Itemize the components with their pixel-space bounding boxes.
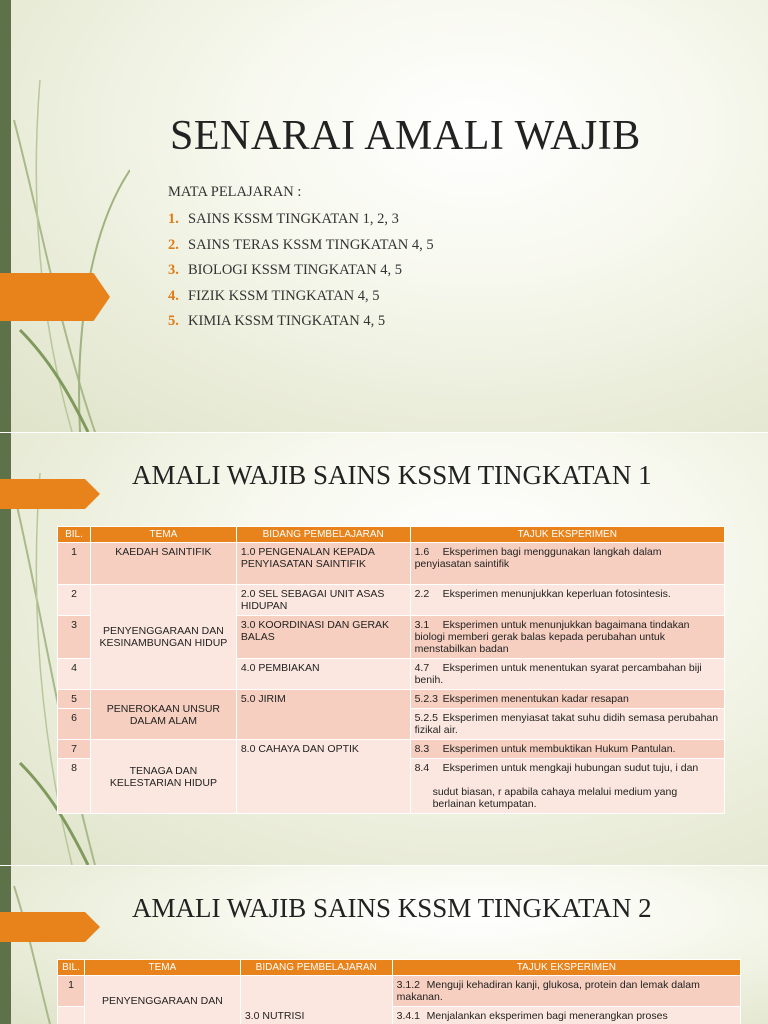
tajuk-text: Eksperimen menentukan kadar resapan	[442, 693, 629, 705]
table-header-row	[58, 960, 741, 976]
orange-arrow-marker	[0, 479, 100, 509]
tajuk-number: 3.4.1	[396, 1010, 421, 1022]
col-header-tajuk: TAJUK EKSPERIMEN	[410, 527, 724, 543]
cell-bidang: 1.0 PENGENALAN KEPADA PENYIASATAN SAINTIFIK	[236, 543, 410, 585]
cell-tajuk	[392, 1007, 740, 1024]
subject-label: KIMIA KSSM TINGKATAN 4, 5	[188, 313, 386, 329]
subject-number: 1.	[168, 211, 179, 227]
cell-bidang: 2.0 SEL SEBAGAI UNIT ASAS HIDUPAN	[236, 585, 410, 616]
slide-title: AMALI WAJIB SAINS KSSM TINGKATAN 1	[132, 460, 652, 490]
cell-tema: PENEROKAAN UNSUR DALAM ALAM	[90, 690, 236, 740]
grass-decoration	[0, 0, 130, 432]
tajuk-number: 5.2.3	[414, 693, 438, 705]
cell-bil: 7	[58, 740, 91, 759]
cell-bil: 3	[58, 616, 91, 659]
cell-tema: PENYENGGARAAN DAN	[84, 976, 240, 1024]
table-row	[58, 740, 725, 759]
slide-1	[0, 0, 768, 432]
cell-bidang: 3.0 NUTRISI	[240, 976, 392, 1024]
cell-tajuk	[410, 543, 724, 585]
subject-item	[168, 284, 434, 310]
tajuk-number: 8.4	[414, 762, 430, 774]
tajuk-number: 1.6	[414, 546, 430, 558]
subject-label: SAINS KSSM TINGKATAN 1, 2, 3	[188, 211, 399, 227]
col-header-bidang: BIDANG PEMBELAJARAN	[236, 527, 410, 543]
subject-number: 4.	[168, 287, 179, 304]
subject-item	[168, 258, 434, 284]
col-header-tajuk: TAJUK EKSPERIMEN	[392, 960, 740, 976]
cell-bil: 1	[58, 543, 91, 585]
slide-2	[0, 433, 768, 865]
tajuk-text-continued: sudut biasan, r apabila cahaya melalui medium yang berlainan ketumpatan.	[432, 786, 678, 810]
tajuk-number: 4.7	[414, 662, 430, 674]
subject-item	[168, 309, 434, 335]
cell-bil: 5	[58, 690, 91, 709]
subject-label: SAINS TERAS KSSM TINGKATAN 4, 5	[188, 236, 434, 253]
subject-number: 5.	[168, 313, 179, 329]
cell-bidang: 5.0 JIRIM	[236, 690, 410, 740]
table-row	[58, 976, 741, 1007]
page-title: SENARAI AMALI WAJIB	[170, 113, 641, 159]
tajuk-text: Menguji kehadiran kanji, glukosa, protein dan lemak dalam makanan.	[396, 979, 700, 1003]
tajuk-text: Eksperimen menyiasat takat suhu didih semasa perubahan fizikal air.	[414, 712, 719, 736]
col-header-tema: TEMA	[84, 960, 240, 976]
tajuk-number: 8.3	[414, 743, 430, 755]
cell-bil	[58, 1007, 85, 1024]
cell-tajuk	[392, 976, 740, 1007]
cell-tajuk	[410, 616, 724, 659]
cell-tajuk	[410, 709, 724, 740]
slide-3	[0, 866, 768, 1024]
cell-bil: 8	[58, 759, 91, 814]
cell-bidang: 3.0 KOORDINASI DAN GERAK BALAS	[236, 616, 410, 659]
col-header-tema: TEMA	[90, 527, 236, 543]
experiment-table	[57, 959, 741, 1024]
table-header-row	[58, 527, 725, 543]
tajuk-text: Eksperimen untuk mengkaji hubungan sudut tuju, i dan	[442, 762, 699, 774]
slide-title: AMALI WAJIB SAINS KSSM TINGKATAN 2	[132, 893, 652, 923]
col-header-bidang: BIDANG PEMBELAJARAN	[240, 960, 392, 976]
table-row	[58, 585, 725, 616]
cell-bil: 2	[58, 585, 91, 616]
cell-bidang: 4.0 PEMBIAKAN	[236, 659, 410, 690]
experiment-table	[57, 526, 725, 814]
cell-bil: 4	[58, 659, 91, 690]
tajuk-text: Eksperimen menunjukkan keperluan fotosintesis.	[442, 588, 671, 600]
cell-tajuk	[410, 740, 724, 759]
cell-tajuk	[410, 690, 724, 709]
tajuk-text: Eksperimen untuk membuktikan Hukum Pantulan.	[442, 743, 676, 755]
tajuk-number: 2.2	[414, 588, 430, 600]
col-header-bil: BIL.	[58, 527, 91, 543]
subject-item	[168, 207, 434, 233]
subject-list	[168, 207, 434, 335]
subject-label: FIZIK KSSM TINGKATAN 4, 5	[188, 287, 380, 304]
subject-label: BIOLOGI KSSM TINGKATAN 4, 5	[188, 262, 403, 278]
orange-arrow-marker	[0, 273, 110, 321]
tajuk-number: 3.1.2	[396, 979, 421, 991]
subject-number: 2.	[168, 236, 179, 253]
subject-list-heading: MATA PELAJARAN :	[168, 184, 302, 200]
table-row	[58, 690, 725, 709]
table-row	[58, 543, 725, 585]
subject-number: 3.	[168, 262, 179, 278]
cell-tajuk	[410, 659, 724, 690]
cell-tema: KAEDAH SAINTIFIK	[90, 543, 236, 585]
tajuk-text: Eksperimen untuk menentukan syarat percambahan biji benih.	[414, 662, 702, 686]
cell-tajuk	[410, 585, 724, 616]
subject-list-block	[168, 184, 434, 335]
cell-bidang: 8.0 CAHAYA DAN OPTIK	[236, 740, 410, 814]
tajuk-text: Eksperimen untuk menunjukkan bagaimana tindakan biologi memberi gerak balas kepada perubahan untuk menstabilkan badan	[414, 619, 690, 655]
tajuk-number: 3.1	[414, 619, 430, 631]
cell-tajuk	[410, 759, 724, 814]
cell-bil: 6	[58, 709, 91, 740]
tajuk-number: 5.2.5	[414, 712, 438, 724]
col-header-bil: BIL.	[58, 960, 85, 976]
tajuk-text: Menjalankan eksperimen bagi menerangkan proses	[426, 1010, 668, 1022]
subject-item	[168, 233, 434, 259]
tajuk-text: Eksperimen bagi menggunakan langkah dalam penyiasatan saintifik	[414, 546, 662, 570]
cell-tema: TENAGA DAN KELESTARIAN HIDUP	[90, 740, 236, 814]
orange-arrow-marker	[0, 912, 100, 942]
cell-tema: PENYENGGARAAN DAN KESINAMBUNGAN HIDUP	[90, 585, 236, 690]
cell-bil: 1	[58, 976, 85, 1007]
